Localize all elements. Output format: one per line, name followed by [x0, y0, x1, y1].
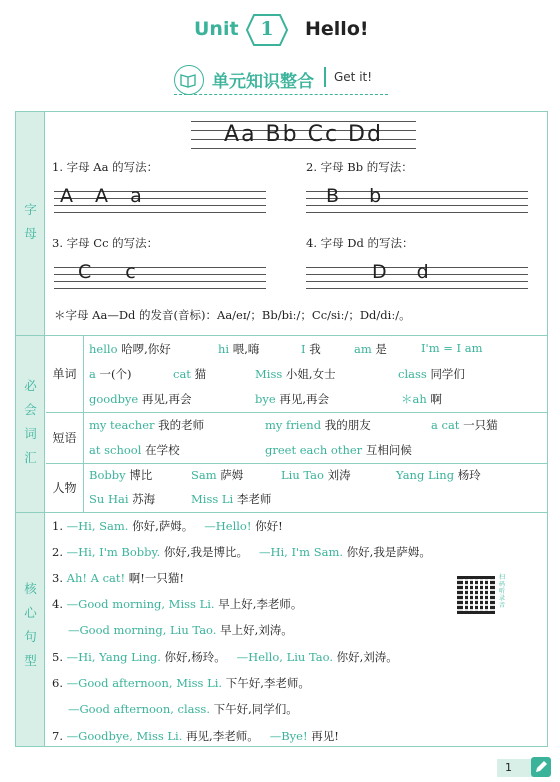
letters-heading	[191, 119, 416, 151]
sentences-side-label-1: 核	[24, 581, 37, 596]
word-item: goodbye 再见,再会	[89, 392, 192, 406]
section-underline	[174, 94, 388, 95]
person-item: Miss Li 李老师	[191, 492, 272, 506]
word-item: am 是	[354, 342, 387, 356]
summary-table	[15, 111, 548, 747]
unit-number: 1	[260, 18, 274, 40]
word-item: Miss 小姐,女士	[255, 367, 336, 381]
letters-divider	[16, 335, 547, 336]
letter-b-staff	[306, 184, 528, 212]
sentence-line: 3. Ah! A cat! 啊!一只猫!	[52, 571, 185, 585]
word-item: I 我	[301, 342, 321, 356]
sentence-line: 7. —Goodbye, Miss Li. 再见,李老师。 —Bye! 再见!	[52, 729, 339, 743]
letter-d-staff	[306, 260, 528, 288]
section-subtitle: Get it!	[334, 70, 373, 84]
section-divider	[324, 67, 326, 87]
qr-code-pattern	[457, 576, 495, 614]
letters-side-panel	[16, 112, 45, 335]
pronunciation-note: ＊字母 Aa—Dd 的发音(音标)：Aa/eɪ/；Bb/biː/；Cc/siː/；Dd/diː/。	[54, 308, 411, 322]
word-item: hi 喂,嗨	[218, 342, 260, 356]
words-divider	[46, 412, 547, 413]
letter-a-glyphs: A A a	[60, 185, 150, 207]
person-item: Sam 萨姆	[191, 468, 244, 482]
word-item: cat 猫	[173, 367, 207, 381]
sentence-line: 4. —Good morning, Miss Li. 早上好,李老师。	[52, 597, 303, 611]
section-heading	[0, 62, 560, 98]
sentences-side-label-2: 心	[24, 605, 37, 620]
letter-c-staff	[54, 260, 266, 288]
letters-side-label-1: 字	[24, 202, 37, 217]
sentences-side-label-4: 型	[24, 653, 37, 668]
vocab-side-panel	[16, 336, 45, 512]
letter-d-question: 4. 字母 Dd 的写法：	[306, 236, 414, 250]
person-item: Liu Tao 刘涛	[281, 468, 351, 482]
phrase-item: greet each other 互相问候	[265, 443, 412, 457]
letter-b-question: 2. 字母 Bb 的写法：	[306, 160, 413, 174]
page-number: 1	[505, 761, 512, 774]
words-label: 单词	[46, 336, 84, 412]
letter-a-staff	[54, 184, 266, 212]
letter-d-glyphs: D d	[372, 261, 441, 283]
vocab-side-label-3: 词	[24, 426, 37, 441]
phrase-item: my teacher 我的老师	[89, 418, 205, 432]
people-label: 人物	[46, 464, 84, 512]
sentence-line: 2. —Hi, I'm Bobby. 你好,我是博比。 —Hi, I'm Sam. 你好,我是萨姆。	[52, 545, 431, 559]
person-item: Bobby 博比	[89, 468, 153, 482]
sentences-side-label-3: 句	[24, 629, 37, 644]
unit-header	[0, 10, 560, 50]
vocab-side-label-1: 必	[24, 378, 37, 393]
letter-c-question: 3. 字母 Cc 的写法：	[52, 236, 159, 250]
vocab-side-label-4: 汇	[24, 450, 37, 465]
person-item: Su Hai 苏海	[89, 492, 156, 506]
letter-b-glyphs: B b	[326, 185, 394, 207]
sentences-side-panel	[16, 513, 45, 746]
unit-word: Unit	[194, 18, 239, 40]
phrases-divider	[46, 463, 547, 464]
letters-heading-text: Aa Bb Cc Dd	[224, 122, 383, 147]
section-title: 单元知识整合	[212, 72, 314, 92]
sentence-line: —Good afternoon, class. 下午好,同学们。	[68, 702, 298, 716]
word-item: hello 哈啰,你好	[89, 342, 171, 356]
phrase-item: a cat 一只猫	[431, 418, 498, 432]
word-item: ＊ah 啊	[401, 392, 442, 406]
pencil-icon	[531, 757, 551, 777]
letters-side-label-2: 母	[24, 226, 37, 241]
word-item: class 同学们	[398, 367, 465, 381]
phrase-item: my friend 我的朋友	[265, 418, 371, 432]
vocab-side-label-2: 会	[24, 402, 37, 417]
word-item: a 一(个)	[89, 367, 132, 381]
vocab-divider	[16, 512, 547, 513]
letter-a-question: 1. 字母 Aa 的写法：	[52, 160, 159, 174]
unit-title: Hello!	[305, 18, 369, 40]
sentence-line: —Good morning, Liu Tao. 早上好,刘涛。	[68, 623, 293, 637]
sentence-line: 5. —Hi, Yang Ling. 你好,杨玲。 —Hello, Liu Tao. 你好,刘涛。	[52, 650, 398, 664]
letter-c-glyphs: C c	[78, 261, 150, 283]
word-item: I'm = I am	[421, 341, 483, 355]
qr-caption: 扫码听录音	[499, 574, 506, 609]
person-item: Yang Ling 杨玲	[396, 468, 481, 482]
phrases-label: 短语	[46, 413, 84, 463]
book-icon	[174, 65, 204, 95]
word-item: bye 再见,再会	[255, 392, 329, 406]
phrase-item: at school 在学校	[89, 443, 180, 457]
sentence-line: 1. —Hi, Sam. 你好,萨姆。 —Hello! 你好!	[52, 519, 283, 533]
sentence-line: 6. —Good afternoon, Miss Li. 下午好,李老师。	[52, 676, 310, 690]
